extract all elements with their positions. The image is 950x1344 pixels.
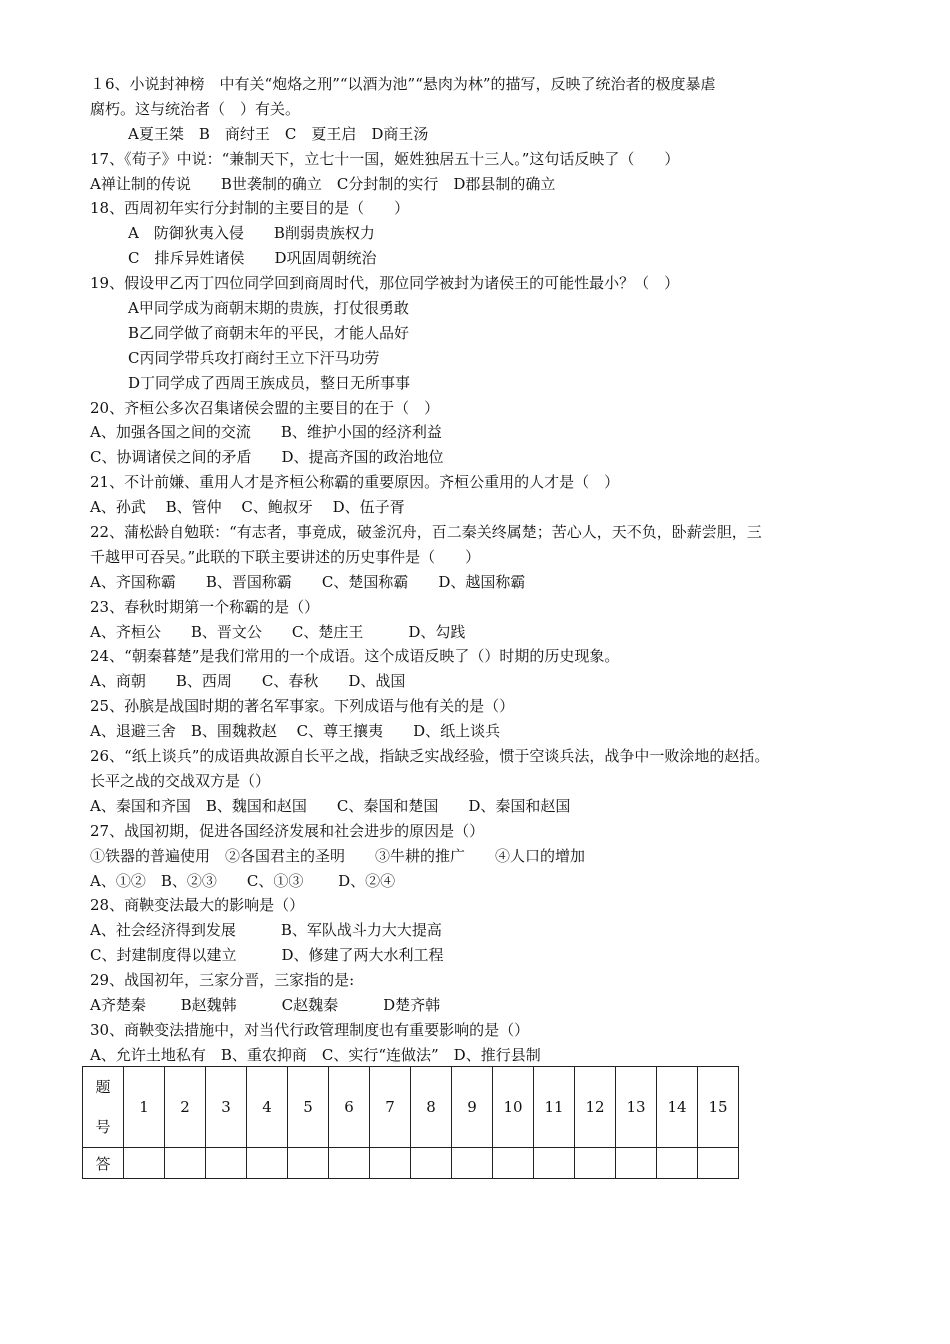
question-line: 长平之战的交战双方是（） <box>90 771 271 790</box>
question-number-cell: 4 <box>247 1067 288 1148</box>
question-line: 19、假设甲乙丙丁四位同学回到商周时代，那位同学被封为诸侯王的可能性最小？（ ） <box>90 274 680 293</box>
question-number-cell: 9 <box>452 1067 493 1148</box>
question-line: 17、《荀子》中说：“兼制天下，立七十一国，姬姓独居五十三人。”这句话反映了（ ） <box>90 149 680 168</box>
question-number-row <box>83 1067 739 1148</box>
answer-cell[interactable] <box>288 1148 329 1179</box>
question-line: A、退避三舍 B、围魏救赵 C、尊王攘夷 D、纸上谈兵 <box>90 722 501 741</box>
header-char-bottom: 号 <box>95 1118 111 1136</box>
question-line: 29、战国初年，三家分晋，三家指的是: <box>90 971 355 990</box>
question-line: ①铁器的普遍使用 ②各国君主的圣明 ③牛耕的推广 ④人口的增加 <box>90 846 586 865</box>
question-line: B乙同学做了商朝末年的平民，才能人品好 <box>128 323 410 342</box>
question-number-cell: 1 <box>124 1067 165 1148</box>
question-line: 21、不计前嫌、重用人才是齐桓公称霸的重要原因。齐桓公重用的人才是（ ） <box>90 473 620 492</box>
answer-cell[interactable] <box>165 1148 206 1179</box>
question-line: 22、蒲松龄自勉联：“有志者，事竟成，破釜沉舟，百二秦关终属楚；苦心人，天不负，卧薪尝胆，三 <box>90 523 762 542</box>
question-line: 18、西周初年实行分封制的主要目的是（ ） <box>90 199 410 218</box>
question-line: 23、春秋时期第一个称霸的是（） <box>90 597 320 616</box>
header-char-top: 题 <box>95 1078 111 1096</box>
question-line: A、孙武 B、管仲 C、鲍叔牙 D、伍子胥 <box>90 498 405 517</box>
answer-cell[interactable] <box>411 1148 452 1179</box>
answer-header: 答 <box>83 1148 124 1179</box>
question-line: 27、战国初期，促进各国经济发展和社会进步的原因是（） <box>90 821 485 840</box>
answer-cell[interactable] <box>698 1148 739 1179</box>
question-line: C丙同学带兵攻打商纣王立下汗马功劳 <box>128 348 380 367</box>
question-line: 26、“纸上谈兵”的成语典故源自长平之战，指缺乏实战经验，惯于空谈兵法，战争中一败涂地的赵括。 <box>90 747 770 766</box>
question-number-cell: 14 <box>657 1067 698 1148</box>
question-line: C 排斥异姓诸侯 D巩固周朝统治 <box>128 249 377 268</box>
question-line: A、社会经济得到发展 B、军队战斗力大大提高 <box>90 921 442 940</box>
answer-cell[interactable] <box>575 1148 616 1179</box>
question-line: C、协调诸侯之间的矛盾 D、提高齐国的政治地位 <box>90 448 444 467</box>
question-number-cell: 7 <box>370 1067 411 1148</box>
question-line: 24、“朝秦暮楚”是我们常用的一个成语。这个成语反映了（）时期的历史现象。 <box>90 647 620 666</box>
answer-cell[interactable] <box>452 1148 493 1179</box>
question-line: A齐楚秦 B赵魏韩 C赵魏秦 D楚齐韩 <box>90 995 441 1014</box>
question-line: 28、商鞅变法最大的影响是（） <box>90 896 305 915</box>
question-line: A、①② B、②③ C、①③ D、②④ <box>90 871 396 890</box>
question-line: A、秦国和齐国 B、魏国和赵国 C、秦国和楚国 D、秦国和赵国 <box>90 796 571 815</box>
question-number-cell: 8 <box>411 1067 452 1148</box>
question-number-header <box>83 1067 124 1148</box>
question-number-cell: 3 <box>206 1067 247 1148</box>
question-number-cell: 2 <box>165 1067 206 1148</box>
question-number-cell: 12 <box>575 1067 616 1148</box>
answer-cell[interactable] <box>493 1148 534 1179</box>
question-line: A、允许土地私有 B、重农抑商 C、实行“连做法” D、推行县制 <box>90 1045 541 1064</box>
question-line: A、齐桓公 B、晋文公 C、楚庄王 D、勾践 <box>90 622 466 641</box>
answer-cell[interactable] <box>370 1148 411 1179</box>
question-line: 20、齐桓公多次召集诸侯会盟的主要目的在于（ ） <box>90 398 440 417</box>
answer-cell[interactable] <box>534 1148 575 1179</box>
question-line: D丁同学成了西周王族成员，整日无所事事 <box>128 373 411 392</box>
question-number-cell: 15 <box>698 1067 739 1148</box>
question-number-cell: 13 <box>616 1067 657 1148</box>
question-line: A甲同学成为商朝末期的贵族，打仗很勇敢 <box>128 299 409 318</box>
question-number-cell: 10 <box>493 1067 534 1148</box>
question-line: 25、孙膑是战国时期的著名军事家。下列成语与他有关的是（） <box>90 697 515 716</box>
question-line: A禅让制的传说 B世袭制的确立 C分封制的实行 D郡县制的确立 <box>90 174 556 193</box>
question-line: C、封建制度得以建立 D、修建了两大水利工程 <box>90 946 444 965</box>
question-line: A、加强各国之间的交流 B、维护小国的经济利益 <box>90 423 442 442</box>
question-line: １6、小说封神榜 中有关“炮烙之刑”“以酒为池”“悬肉为林”的描写，反映了统治者的极度暴虐 <box>90 75 716 93</box>
question-line: A、商朝 B、西周 C、春秋 D、战国 <box>90 672 406 691</box>
question-line: A 防御狄夷入侵 B削弱贵族权力 <box>128 224 375 243</box>
question-number-cell: 6 <box>329 1067 370 1148</box>
answer-row <box>83 1148 739 1179</box>
question-number-cell: 5 <box>288 1067 329 1148</box>
answer-cell[interactable] <box>206 1148 247 1179</box>
question-line: 腐朽。这与统治者（ ）有关。 <box>90 99 301 118</box>
answer-table <box>82 1066 739 1179</box>
question-line: 30、商鞅变法措施中，对当代行政管理制度也有重要影响的是（） <box>90 1020 530 1039</box>
question-line: 千越甲可吞吴。”此联的下联主要讲述的历史事件是（ ） <box>90 547 481 566</box>
answer-cell[interactable] <box>616 1148 657 1179</box>
answer-cell[interactable] <box>329 1148 370 1179</box>
question-list <box>90 72 880 1068</box>
question-line: A夏王桀 B 商纣王 C 夏王启 D商王汤 <box>128 124 429 143</box>
answer-cell[interactable] <box>124 1148 165 1179</box>
question-number-cell: 11 <box>534 1067 575 1148</box>
answer-cell[interactable] <box>657 1148 698 1179</box>
question-line: A、齐国称霸 B、晋国称霸 C、楚国称霸 D、越国称霸 <box>90 572 526 591</box>
answer-cell[interactable] <box>247 1148 288 1179</box>
